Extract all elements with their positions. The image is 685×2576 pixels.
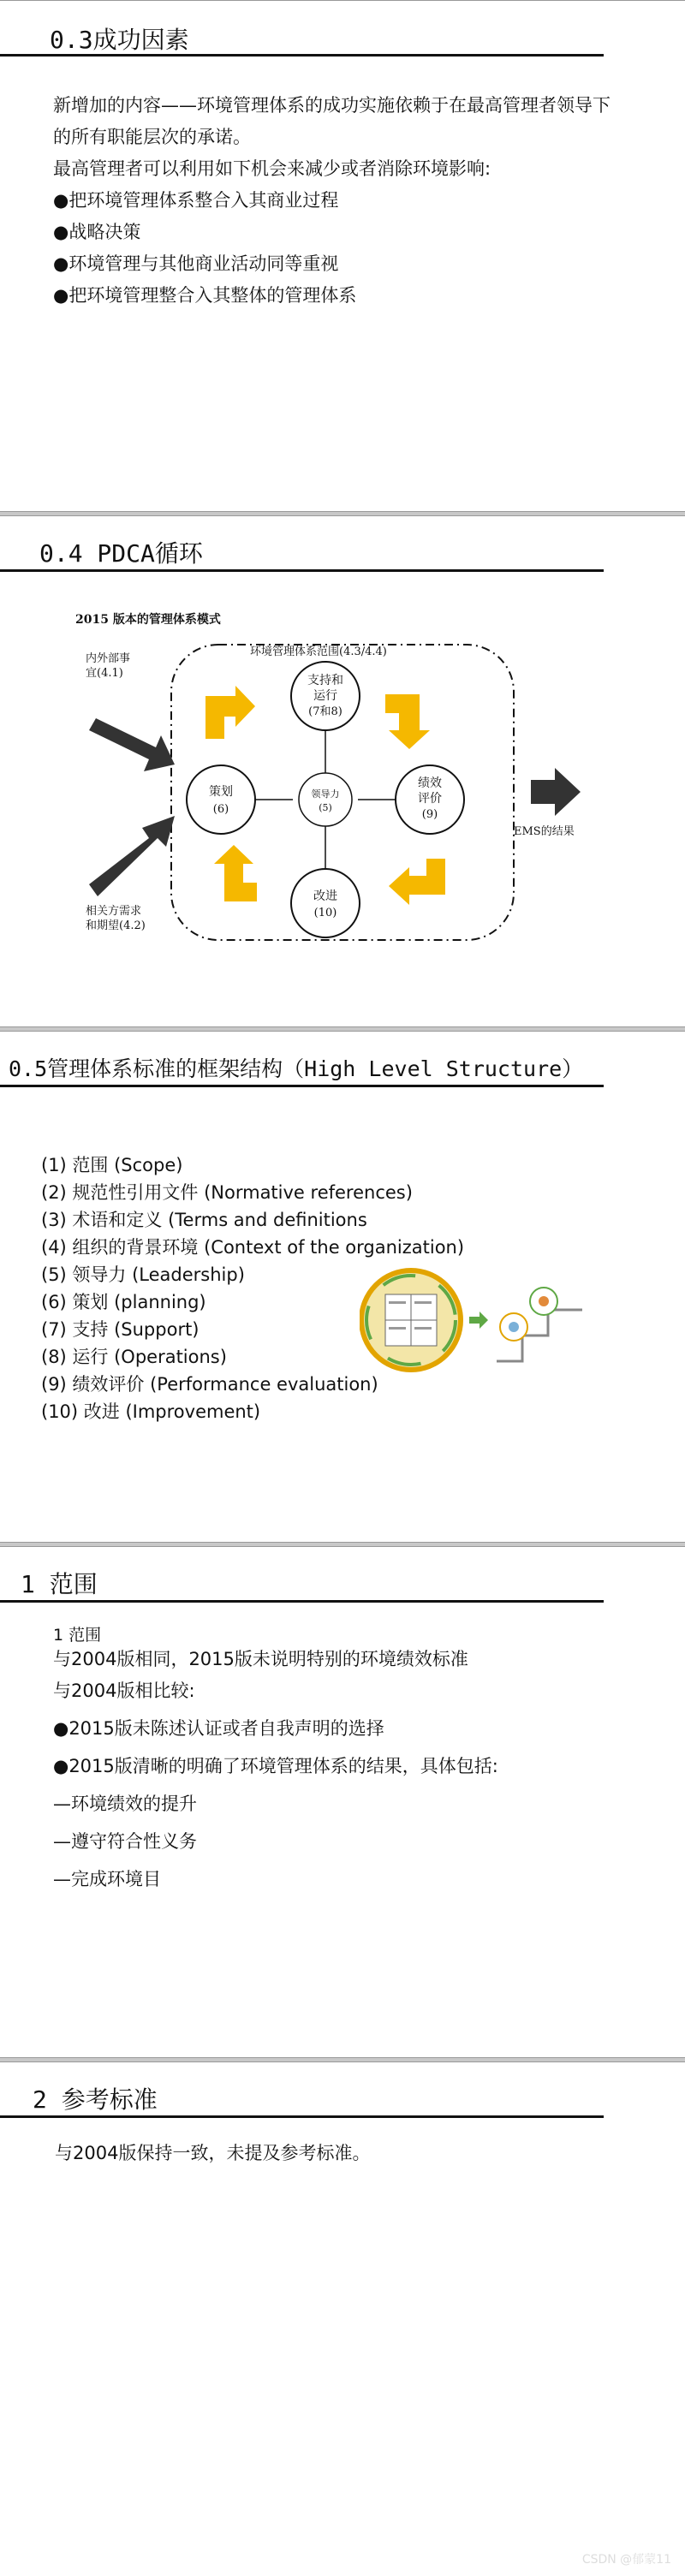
list-item: (3) 术语和定义 (Terms and definitions (41, 1210, 367, 1230)
bullet-item: ●把环境管理整合入其整体的管理体系 (53, 285, 357, 306)
text-line: —环境绩效的提升 (53, 1794, 197, 1814)
bullet-item: ●把环境管理体系整合入其商业过程 (53, 190, 339, 211)
hls-illustration (360, 1267, 608, 1378)
issues-label: 内外部事 (86, 652, 131, 665)
text-line: 与2004版相同，2015版未说明特别的环境绩效标准 (53, 1649, 468, 1669)
text-line: —完成环境目 (53, 1869, 161, 1889)
slide-title: 1 范围 (21, 1570, 98, 1598)
slide-body (53, 1624, 652, 1898)
list-item: (1) 范围 (Scope) (41, 1155, 183, 1175)
slide-hls (0, 1031, 685, 1543)
title-rule (0, 1600, 604, 1603)
support-label: (7和8) (308, 705, 342, 718)
text-line: 与2004版相比较: (53, 1681, 195, 1701)
issues-label: 宜(4.1) (86, 667, 123, 680)
list-item: (6) 策划 (planning) (41, 1292, 206, 1312)
slide-references (0, 2061, 685, 2576)
list-item: (5) 领导力 (Leadership) (41, 1264, 245, 1285)
text-line: 新增加的内容——环境管理体系的成功实施依赖于在最高管理者领导下 (53, 95, 611, 116)
leadership-label: (5) (319, 802, 332, 813)
slide-title: 0.4 PDCA循环 (39, 539, 203, 568)
performance-label: 绩效 (418, 776, 442, 790)
slide-title: 0.3成功因素 (50, 26, 189, 54)
diagram-caption: 2015 版本的管理体系模式 (75, 613, 221, 627)
planning-label: 策划 (209, 785, 233, 799)
support-label: 运行 (313, 689, 337, 703)
text-line: —遵守符合性义务 (53, 1831, 197, 1852)
slide-success-factors (0, 0, 685, 512)
improvement-label: (10) (313, 907, 337, 919)
text-line: 最高管理者可以利用如下机会来减少或者消除环境影响: (53, 158, 491, 179)
list-item: (7) 支持 (Support) (41, 1319, 200, 1340)
list-item: (9) 绩效评价 (Performance evaluation) (41, 1374, 378, 1395)
needs-label: 和期望(4.2) (86, 919, 146, 932)
cycle-arrow-icon (206, 686, 255, 739)
text-line: 1 范围 (53, 1626, 102, 1645)
planning-circle (187, 765, 255, 834)
cycle-arrow-icon (385, 694, 430, 749)
bullet-item: ●战略决策 (53, 222, 141, 242)
cycle-arrow-icon (389, 859, 445, 905)
pdca-diagram (68, 602, 599, 953)
list-item: (2) 规范性引用文件 (Normative references) (41, 1182, 413, 1203)
slide-body (53, 90, 652, 312)
text-line: 与2004版保持一致，未提及参考标准。 (55, 2143, 371, 2163)
slide-title: 2 参考标准 (33, 2085, 158, 2114)
leadership-circle (299, 773, 352, 826)
title-rule (0, 2115, 604, 2118)
slide-pdca (0, 515, 685, 1027)
result-label: EMS的结果 (514, 825, 575, 838)
slide-body (55, 2138, 654, 2169)
slide-scope (0, 1546, 685, 2058)
cycle-arrow-icon (214, 845, 257, 901)
leadership-label: 领导力 (311, 788, 340, 800)
slide-title: 0.5管理体系标准的框架结构（High Level Structure） (9, 1056, 584, 1081)
title-rule (0, 54, 604, 57)
needs-arrow-icon (89, 816, 175, 896)
title-rule (0, 569, 604, 572)
needs-label: 相关方需求 (86, 905, 142, 918)
output-arrow-icon (531, 768, 581, 816)
title-rule (0, 1085, 604, 1087)
planning-label: (6) (212, 803, 229, 816)
performance-label: 评价 (418, 792, 442, 806)
watermark: CSDN @郁蒙11 (581, 2553, 671, 2567)
bullet-item: ●2015版清晰的明确了环境管理体系的结果，具体包括: (53, 1756, 498, 1776)
text-line: 的所有职能层次的承诺。 (53, 127, 251, 147)
improvement-label: 改进 (313, 889, 337, 903)
performance-label: (9) (421, 808, 438, 821)
scope-label: 环境管理体系范围(4.3/4.4) (250, 645, 387, 658)
list-item: (4) 组织的背景环境 (Context of the organization) (41, 1237, 465, 1258)
bullet-item: ●环境管理与其他商业活动同等重视 (53, 253, 339, 274)
bullet-item: ●2015版未陈述认证或者自我声明的选择 (53, 1718, 384, 1739)
support-label: 支持和 (307, 674, 343, 687)
list-item: (8) 运行 (Operations) (41, 1347, 227, 1367)
issues-arrow-icon (89, 718, 175, 771)
improvement-circle (291, 869, 360, 937)
list-item: (10) 改进 (Improvement) (41, 1401, 261, 1422)
